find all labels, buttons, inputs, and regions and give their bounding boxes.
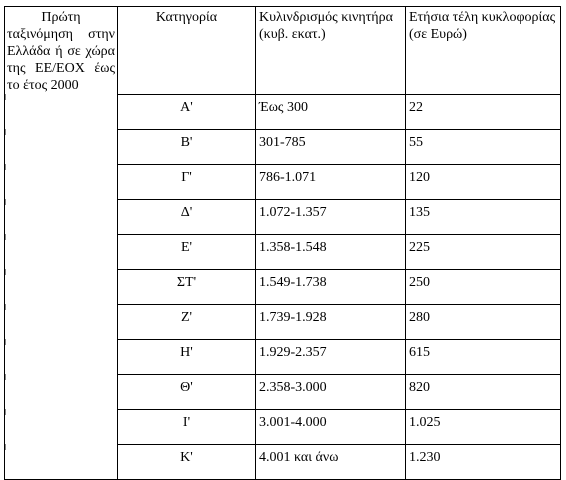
category-cell: Κ' xyxy=(118,444,256,479)
row-marker xyxy=(4,269,6,275)
first-registration-cell xyxy=(5,234,118,269)
row-marker xyxy=(4,304,6,310)
first-registration-cell xyxy=(5,199,118,234)
header-category: Κατηγορία xyxy=(118,7,256,95)
header-engine-capacity: Κυλινδρισμός κινητήρα (κυβ. εκατ.) xyxy=(256,7,406,95)
category-cell: Β' xyxy=(118,129,256,164)
annual-fee-cell: 1.025 xyxy=(406,409,561,444)
row-marker xyxy=(4,129,6,135)
engine-capacity-cell: 3.001-4.000 xyxy=(256,409,406,444)
row-marker xyxy=(4,374,6,380)
annual-fee-cell: 820 xyxy=(406,374,561,409)
table-body xyxy=(5,7,561,480)
category-cell: Θ' xyxy=(118,374,256,409)
header-first-registration-rest: ταξινόμηση στην Ελλάδα ή σε χώρα της ΕΕ/ΕΟΧ έως το έτος 2000 xyxy=(7,27,115,93)
first-registration-cell xyxy=(5,374,118,409)
annual-fee-cell: 120 xyxy=(406,164,561,199)
table-row xyxy=(5,339,561,374)
engine-capacity-cell: 4.001 και άνω xyxy=(256,444,406,479)
category-cell: Ζ' xyxy=(118,304,256,339)
header-row xyxy=(5,7,561,95)
first-registration-cell xyxy=(5,304,118,339)
category-cell: Ι' xyxy=(118,409,256,444)
annual-fee-cell: 22 xyxy=(406,94,561,129)
engine-capacity-cell: 1.072-1.357 xyxy=(256,199,406,234)
row-marker xyxy=(4,339,6,345)
annual-fee-cell: 280 xyxy=(406,304,561,339)
row-marker xyxy=(4,234,6,240)
table-row xyxy=(5,304,561,339)
engine-capacity-cell: 786-1.071 xyxy=(256,164,406,199)
annual-fee-cell: 615 xyxy=(406,339,561,374)
engine-capacity-cell: 1.358-1.548 xyxy=(256,234,406,269)
engine-capacity-cell: 1.929-2.357 xyxy=(256,339,406,374)
row-marker xyxy=(4,199,6,205)
annual-fee-cell: 135 xyxy=(406,199,561,234)
table-row xyxy=(5,94,561,129)
engine-capacity-cell: 2.358-3.000 xyxy=(256,374,406,409)
category-cell: Γ' xyxy=(118,164,256,199)
engine-capacity-cell: 301-785 xyxy=(256,129,406,164)
row-marker xyxy=(4,164,6,170)
row-marker xyxy=(4,409,6,415)
table-row xyxy=(5,129,561,164)
table-row xyxy=(5,444,561,479)
table-row xyxy=(5,269,561,304)
table-row xyxy=(5,234,561,269)
header-annual-fee: Ετήσια τέλη κυκλοφορίας (σε Ευρώ) xyxy=(406,7,561,95)
first-registration-cell xyxy=(5,339,118,374)
first-registration-cell xyxy=(5,269,118,304)
first-registration-cell xyxy=(5,444,118,479)
category-cell: Η' xyxy=(118,339,256,374)
row-marker xyxy=(4,94,6,100)
table-row xyxy=(5,164,561,199)
header-first-registration-line1: Πρώτη xyxy=(41,10,81,25)
table-row xyxy=(5,199,561,234)
annual-fee-cell: 1.230 xyxy=(406,444,561,479)
table-row xyxy=(5,374,561,409)
annual-fee-cell: 55 xyxy=(406,129,561,164)
annual-fee-cell: 225 xyxy=(406,234,561,269)
category-cell: ΣΤ' xyxy=(118,269,256,304)
first-registration-cell xyxy=(5,94,118,129)
first-registration-cell xyxy=(5,164,118,199)
engine-capacity-cell: Έως 300 xyxy=(256,94,406,129)
vehicle-tax-table xyxy=(4,6,561,480)
engine-capacity-cell: 1.549-1.738 xyxy=(256,269,406,304)
engine-capacity-cell: 1.739-1.928 xyxy=(256,304,406,339)
table-row xyxy=(5,409,561,444)
first-registration-cell xyxy=(5,409,118,444)
category-cell: Ε' xyxy=(118,234,256,269)
category-cell: Α' xyxy=(118,94,256,129)
category-cell: Δ' xyxy=(118,199,256,234)
annual-fee-cell: 250 xyxy=(406,269,561,304)
row-marker xyxy=(4,444,6,450)
first-registration-cell xyxy=(5,129,118,164)
header-first-registration xyxy=(5,7,118,95)
